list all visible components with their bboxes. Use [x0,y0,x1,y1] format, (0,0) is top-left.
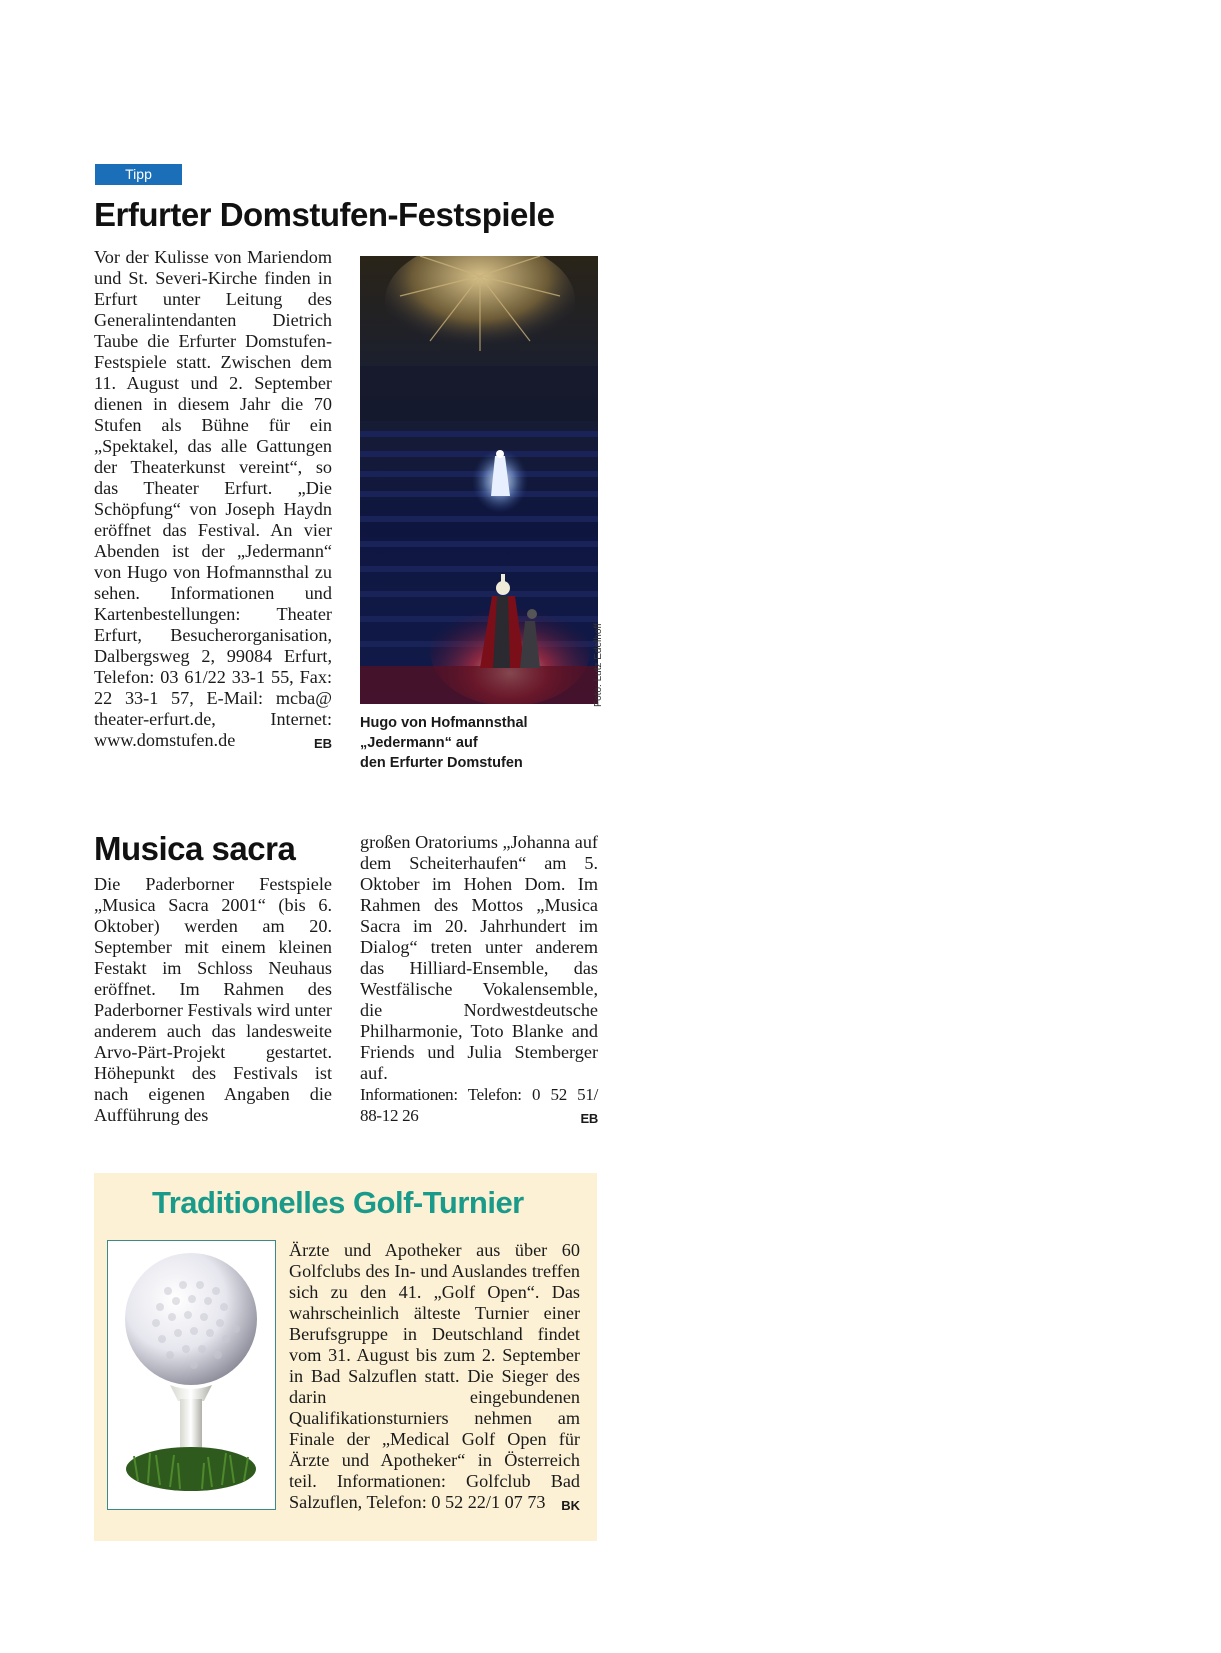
article-body-golf [289,1240,580,1516]
caption-line: „Jedermann“ auf [360,735,478,751]
golf-ball-illustration [108,1241,275,1509]
photo-caption [360,713,600,773]
article-text: Ärzte und Apotheker aus über 60 Golfclubs des In- und Auslandes treffen sich zu den 41. „Golf Open“. Das wahrscheinlich älteste Turnier einer Berufsgruppe in Deutschland findet vom 31. August bis zum 2. September in Bad Salzuflen statt. Die Sieger des darin eingebundenen Qualifikationsturniers nehmen am Finale der „Medical Golf Open für Ärzte und Apotheker“ in Österreich teil. Informationen: Golfclub Bad Salzuflen, Telefon: 0 52 22/1 07 73 [289,1240,580,1512]
golf-ball-image [107,1240,276,1510]
author-signature: EB [313,736,332,751]
article-text: großen Oratoriums „Johanna auf dem Scheiterhaufen“ am 5. Oktober im Hohen Dom. Im Rahmen des Mottos „Musica Sacra im 20. Jahrhundert im Dialog“ treten unter anderem das Hilliard-Ensemble, das Westfälische Vokalensemble, die Nordwestdeutsche Philharmonie, Toto Blanke and Friends und Julia Stemberger auf. [360,832,598,1083]
caption-line: Hugo von Hofmannsthal [360,715,528,731]
author-signature: EB [580,1111,598,1126]
info-text: Informationen: Telefon: 0 52 51/ 88-12 26 [360,1085,598,1125]
tipp-label: Tipp [95,164,182,185]
info-line [360,1084,598,1126]
stage-photo-illustration [360,256,598,704]
article-text: Vor der Kulisse von Mariendom und St. Severi-Kirche finden in Erfurt unter Leitung des Generalintendanten Dietrich Taube die Erfurter Domstufen-Festspiele statt. Zwischen dem 11. August und 2. September dienen in diesem Jahr die 70 Stufen als Bühne für ein „Spektakel, das alle Gattungen der Theaterkunst vereint“, so das Theater Erfurt. „Die Schöpfung“ von Joseph Haydn eröffnet das Festival. An vier Abenden ist der „Jedermann“ von Hugo von Hofmannsthal zu sehen. Informationen und Kartenbestellungen: Theater Erfurt, Besucherorganisation, Dalbergsweg 2, 99084 Erfurt, Telefon: 03 61/22 33-1 55, Fax: 22 33-1 57, E-Mail: mcba@ theater-erfurt.de, Internet: www.domstufen.de [94,247,332,750]
caption-line: den Erfurter Domstufen [360,755,523,771]
article-title-domstufen: Erfurter Domstufen-Festspiele [94,196,555,233]
article-text: Die Paderborner Festspiele „Musica Sacra 2001“ (bis 6. Oktober) werden am 20. September mit einem kleinen Festakt im Schloss Neuhaus eröffnet. Im Rahmen des Paderborner Festivals wird unter anderem auch das landesweite Arvo-Pärt-Projekt gestartet. Höhepunkt des Festivals ist nach eigenen Angaben die Aufführung des [94,874,332,1125]
article-body-musica-sacra-col1 [94,874,332,1126]
article-title-golf: Traditionelles Golf-Turnier [152,1185,524,1220]
stage-photo [360,256,598,704]
photo-credit: Foto: Lutz Edelhoff [593,623,604,707]
article-title-musica-sacra: Musica sacra [94,830,296,867]
article-body-musica-sacra-col2 [360,832,598,1129]
author-signature: BK [561,1498,580,1513]
article-body-domstufen [94,247,332,754]
